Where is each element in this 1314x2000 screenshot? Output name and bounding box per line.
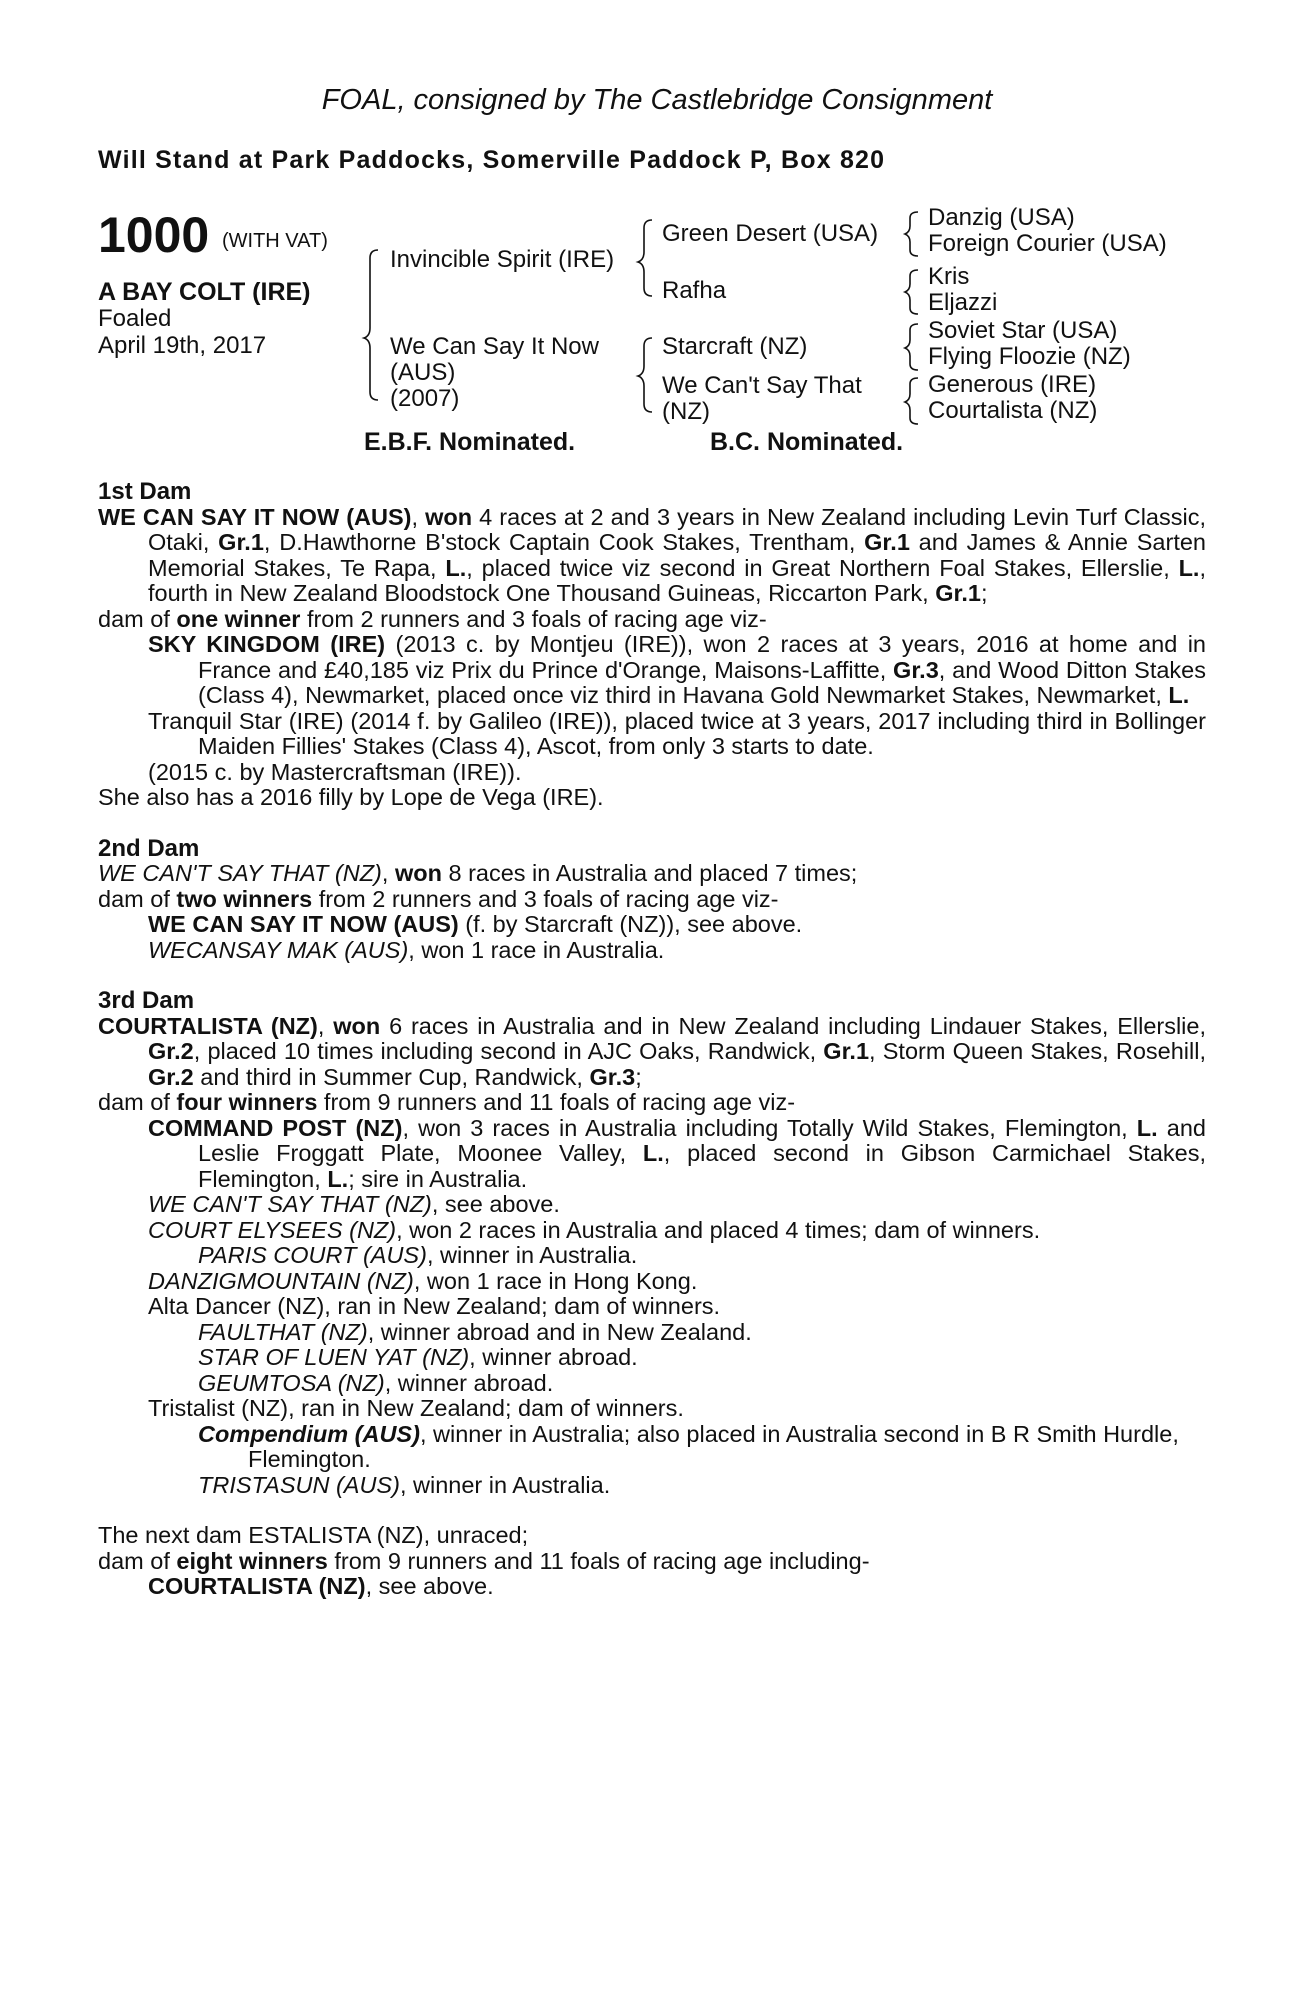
third-dam-produce-summary: dam of four winners from 9 runners and 11 foals of racing age viz- [98,1089,796,1115]
produce-faulthat: FAULTHAT (NZ), winner abroad and in New Zealand. [198,1318,752,1345]
second-dam-produce-summary: dam of two winners from 2 runners and 3 foals of racing age viz- [98,885,779,912]
foaled-label: Foaled [98,305,172,332]
produce-command-post: COMMAND POST (NZ), won 3 races in Australia including Totally Wild Stakes, Flemington, L. and Leslie Froggatt Plate, Moonee Valley, L., placed second in Gibson Carmichael Stakes, Flemington, L.; sire in Australia. [148,1114,1206,1192]
vat-note: (WITH VAT) [222,230,328,252]
pedigree-g3-6: Flying Floozie (NZ) [928,343,1131,370]
third-dam-heading: 3rd Dam [98,987,195,1014]
lot-number: 1000 [98,207,210,263]
produce-court-elysees: COURT ELYSEES (NZ), won 2 races in Australia and placed 4 times; dam of winners. [148,1216,1041,1243]
pedigree-g3-5: Soviet Star (USA) [928,317,1118,344]
second-dam-record: WE CAN'T SAY THAT (NZ), won 8 races in Australia and placed 7 times; [98,860,858,886]
second-dam-heading: 2nd Dam [98,834,200,862]
pedigree-g3-1: Danzig (USA) [928,204,1075,231]
pedigree-sire: Invincible Spirit (IRE) [390,246,615,273]
foaled-date: April 19th, 2017 [98,332,267,359]
stand-location: Will Stand at Park Paddocks, Somerville Paddock P, Box 820 [98,146,886,174]
lot-description: A BAY COLT (IRE) [98,278,311,306]
first-dam-record: WE CAN SAY IT NOW (AUS), won 4 races at 2 and 3 years in New Zealand including Levin Turf Classic, Otaki, Gr.1, D.Hawthorne B'stock Captain Cook Stakes, Trentham, Gr.1 and James & Annie Sarten Memorial Stakes, Te Rapa, L., placed twice viz second in Great Northern Foal Stakes, Ellerslie, L., fourth in New Zealand Bloodstock One Thousand Guineas, Riccarton Park, Gr.1; [98,503,1206,606]
pedigree-dam-dam-line2: (NZ) [662,398,710,425]
produce-tranquil-star: Tranquil Star (IRE) (2014 f. by Galileo (IRE)), placed twice at 3 years, 2017 including third in Bollinger Maiden Fillies' Stakes (Class 4), Ascot, from only 3 starts to date. [148,707,1206,759]
produce-tristasun: TRISTASUN (AUS), winner in Australia. [198,1471,611,1498]
produce-alta-dancer: Alta Dancer (NZ), ran in New Zealand; dam of winners. [148,1293,721,1319]
produce-star-of-luen-yat: STAR OF LUEN YAT (NZ), winner abroad. [198,1344,638,1370]
first-dam-name: WE CAN SAY IT NOW (AUS) [98,503,412,530]
next-dam-line: The next dam ESTALISTA (NZ), unraced; [98,1522,529,1548]
produce-2015-colt: (2015 c. by Mastercraftsman (IRE)). [148,758,522,785]
first-dam-heading: 1st Dam [98,478,192,505]
next-dam-produce-summary: dam of eight winners from 9 runners and 11 foals of racing age including- [98,1547,870,1574]
pedigree-dam-line3: (2007) [390,385,460,412]
produce-paris-court: PARIS COURT (AUS), winner in Australia. [198,1242,638,1268]
pedigree-sire-sire: Green Desert (USA) [662,220,879,247]
pedigree-g3-3: Kris [928,263,970,290]
produce-courtalista: COURTALISTA (NZ), see above. [148,1573,494,1599]
produce-wecansay-mak: WECANSAY MAK (AUS), won 1 race in Australia. [148,936,665,963]
pedigree-dam-line1: We Can Say It Now [390,333,599,360]
dam-notes [98,479,1206,1600]
pedigree-g3-8: Courtalista (NZ) [928,397,1098,424]
first-dam-produce-summary: dam of one winner from 2 runners and 3 foals of racing age viz- [98,605,767,632]
produce-danzigmountain: DANZIGMOUNTAIN (NZ), won 1 race in Hong Kong. [148,1267,698,1294]
bc-nominated: B.C. Nominated. [710,428,904,456]
third-dam-record: COURTALISTA (NZ), won 6 races in Australia and in New Zealand including Lindauer Stakes, Ellerslie, Gr.2, placed 10 times including second in AJC Oaks, Randwick, Gr.1, Storm Queen Stakes, Rosehill, Gr.2 and third in Summer Cup, Randwick, Gr.3; [98,1012,1207,1090]
produce-we-cant-say-that: WE CAN'T SAY THAT (NZ), see above. [148,1191,560,1217]
produce-sky-kingdom: SKY KINGDOM (IRE) (2013 c. by Montjeu (IRE)), won 2 races at 3 years, 2016 at home and in France and £40,185 viz Prix du Prince d'Orange, Maisons-Laffitte, Gr.3, and Wood Ditton Stakes (Class 4), Newmarket, placed once viz third in Havana Gold Newmarket Stakes, Newmarket, L. [148,631,1207,708]
pedigree-g3-2: Foreign Courier (USA) [928,230,1167,257]
pedigree-g3-7: Generous (IRE) [928,371,1097,398]
pedigree-g3-4: Eljazzi [928,289,998,316]
consignor-title: FOAL, consigned by The Castlebridge Consignment [321,84,993,116]
pedigree-dam-sire: Starcraft (NZ) [662,333,808,360]
pedigree-sire-dam: Rafha [662,277,727,304]
produce-tristalist: Tristalist (NZ), ran in New Zealand; dam of winners. [148,1395,684,1421]
pedigree-dam-line2: (AUS) [390,359,456,386]
first-dam-also: She also has a 2016 filly by Lope de Vega (IRE). [98,784,604,810]
produce-compendium: Compendium (AUS), winner in Australia; also placed in Australia second in B R Smith Hurdle, Flemington. [198,1420,1179,1472]
pedigree-dam-dam-line1: We Can't Say That [662,372,862,399]
produce-geumtosa: GEUMTOSA (NZ), winner abroad. [198,1369,554,1396]
ebf-nominated: E.B.F. Nominated. [364,428,576,456]
produce-we-can-say-it-now: WE CAN SAY IT NOW (AUS) (f. by Starcraft (NZ)), see above. [148,911,803,937]
